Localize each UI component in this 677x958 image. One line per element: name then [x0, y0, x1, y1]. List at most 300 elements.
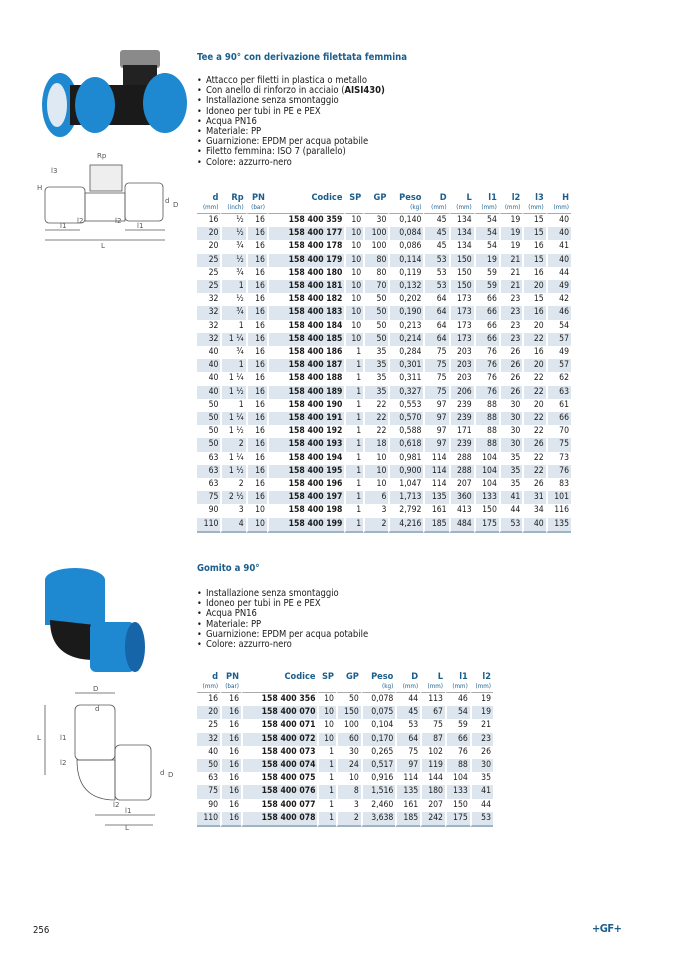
column-unit: (mm) — [427, 683, 443, 690]
table-cell: 6 — [363, 491, 388, 504]
table-cell: 173 — [449, 320, 474, 333]
table-row — [197, 518, 571, 533]
table-cell: 20 — [197, 227, 220, 240]
column-header: Peso — [371, 671, 394, 682]
column-header: GP — [373, 192, 387, 203]
table-cell: 1,516 — [361, 785, 396, 798]
table-row — [197, 280, 571, 293]
table-cell: 15 — [522, 227, 545, 240]
column-header: H — [562, 192, 569, 203]
table-cell: 80 — [363, 267, 388, 280]
table-cell: 114 — [423, 465, 448, 478]
table-cell: 76 — [474, 386, 499, 399]
svg-text:d: d — [160, 769, 165, 777]
table-cell: 360 — [449, 491, 474, 504]
column-header: Rp — [231, 192, 244, 203]
table-cell: 83 — [546, 478, 571, 491]
table-cell: 1,047 — [388, 478, 423, 491]
table-cell: 20 — [522, 359, 545, 372]
table-cell: 16 — [246, 240, 267, 253]
table-cell: 54 — [474, 240, 499, 253]
table-cell: 413 — [449, 504, 474, 517]
table-cell: 19 — [470, 692, 493, 706]
table-cell: 16 — [220, 772, 241, 785]
table-cell: 2,460 — [361, 799, 396, 812]
table-cell: 2,792 — [388, 504, 423, 517]
article-code: 158 400 076 — [241, 785, 317, 798]
table-cell: 102 — [420, 746, 445, 759]
column-header: d — [212, 192, 219, 203]
table-cell: 44 — [395, 692, 420, 706]
table-cell: 19 — [499, 213, 522, 227]
table-cell: 0,981 — [388, 452, 423, 465]
table-cell: 0,119 — [388, 267, 423, 280]
table-cell: 114 — [395, 772, 420, 785]
table-cell: 104 — [474, 478, 499, 491]
table-cell: 16 — [246, 465, 267, 478]
table-cell: 0,570 — [388, 412, 423, 425]
table-cell: 150 — [474, 504, 499, 517]
table-cell: 26 — [499, 372, 522, 385]
table-cell: 15 — [522, 293, 545, 306]
table-row — [197, 465, 571, 478]
table-cell: 1 — [344, 491, 363, 504]
table-cell: 134 — [449, 227, 474, 240]
table-cell: 1 ½ — [220, 386, 245, 399]
table-cell: 10 — [246, 518, 267, 533]
article-code: 158 400 196 — [267, 478, 345, 491]
table-cell: 16 — [522, 346, 545, 359]
table-cell: 0,104 — [361, 719, 396, 732]
table-cell: 1 — [317, 799, 336, 812]
column-unit: (mm) — [402, 683, 419, 690]
article-code: 158 400 190 — [267, 399, 345, 412]
table-cell: 1 — [344, 452, 363, 465]
table-cell: 54 — [474, 213, 499, 227]
svg-text:H: H — [37, 184, 43, 192]
article-code: 158 400 198 — [267, 504, 345, 517]
table-cell: 59 — [474, 280, 499, 293]
table-cell: 1 ½ — [220, 425, 245, 438]
table-cell: 41 — [499, 491, 522, 504]
table-cell: 1 ¼ — [220, 372, 245, 385]
table-cell: 76 — [474, 372, 499, 385]
table-cell: 110 — [197, 518, 220, 533]
column-unit: (mm) — [528, 204, 544, 211]
table-cell: 66 — [546, 412, 571, 425]
table-cell: 63 — [197, 465, 220, 478]
table-cell: 30 — [470, 759, 493, 772]
table-cell: 150 — [449, 267, 474, 280]
table-cell: 10 — [317, 733, 336, 746]
article-code: 158 400 185 — [267, 333, 345, 346]
table-cell: ¾ — [220, 240, 245, 253]
table-cell: 40 — [522, 518, 545, 533]
table-cell: 40 — [208, 746, 219, 757]
table-cell: 54 — [546, 320, 571, 333]
table-cell: 53 — [470, 812, 493, 827]
column-unit: (mm) — [456, 204, 472, 211]
feature-text-bold: AISI430) — [344, 85, 385, 97]
table-cell: 30 — [499, 399, 522, 412]
table-row — [197, 267, 571, 280]
article-code: 158 400 187 — [267, 359, 345, 372]
table-cell: 75 — [423, 372, 448, 385]
table-cell: 22 — [522, 465, 545, 478]
table-cell: 50 — [363, 333, 388, 346]
feature-text: Con anello di rinforzo in acciaio ( — [206, 85, 345, 97]
table-row — [197, 785, 493, 798]
table-row — [197, 412, 571, 425]
table-cell: 34 — [522, 504, 545, 517]
table-cell: 2 — [220, 438, 245, 451]
table-cell: 1 ¼ — [220, 452, 245, 465]
table-cell: 88 — [474, 399, 499, 412]
table-cell: 35 — [499, 452, 522, 465]
table-cell: 50 — [363, 306, 388, 319]
table-cell: 16 — [522, 306, 545, 319]
table-cell: 49 — [546, 280, 571, 293]
table-cell: 2 — [220, 478, 245, 491]
table-cell: 19 — [499, 240, 522, 253]
table-row — [197, 293, 571, 306]
table-cell: 53 — [423, 267, 448, 280]
table-row — [197, 706, 493, 719]
table-cell: 63 — [208, 773, 219, 784]
table-cell: 88 — [474, 438, 499, 451]
table-row — [197, 478, 571, 491]
column-unit — [344, 203, 363, 213]
table-cell: 10 — [344, 213, 363, 227]
table-cell: 75 — [423, 359, 448, 372]
table-cell: 0,265 — [361, 746, 396, 759]
table-cell: 22 — [522, 333, 545, 346]
table-cell: 73 — [546, 452, 571, 465]
table-cell: 0,327 — [388, 386, 423, 399]
table-cell: 40 — [197, 359, 220, 372]
table-cell: 75 — [395, 746, 420, 759]
table-cell: 16 — [246, 346, 267, 359]
svg-text:l2: l2 — [60, 759, 67, 767]
table-cell: ¾ — [220, 267, 245, 280]
table-row — [197, 372, 571, 385]
table-cell: 1 — [344, 504, 363, 517]
table-cell: 10 — [317, 719, 336, 732]
svg-text:l3: l3 — [51, 167, 58, 175]
table-cell: 185 — [395, 812, 420, 827]
table-cell: 23 — [499, 320, 522, 333]
table-cell: 10 — [246, 504, 267, 517]
svg-text:d: d — [95, 705, 100, 713]
table-cell: 70 — [546, 425, 571, 438]
svg-text:D: D — [173, 201, 179, 209]
column-unit: (mm) — [553, 204, 569, 211]
article-code: 158 400 189 — [267, 386, 345, 399]
table-cell: 32 — [208, 320, 219, 331]
column-unit: (kg) — [410, 204, 422, 211]
article-code: 158 400 183 — [267, 306, 345, 319]
column-unit: (mm) — [202, 204, 219, 211]
table-cell: 0,284 — [388, 346, 423, 359]
table-cell: 46 — [546, 306, 571, 319]
table-row — [197, 227, 571, 240]
table-cell: 23 — [499, 306, 522, 319]
table-cell: 16 — [220, 785, 241, 798]
table-cell: 10 — [344, 267, 363, 280]
table-row — [197, 399, 571, 412]
table-cell: 44 — [546, 267, 571, 280]
table-cell: 26 — [499, 359, 522, 372]
table-row — [197, 438, 571, 451]
table-cell: 10 — [344, 293, 363, 306]
table-cell: 53 — [395, 719, 420, 732]
table-cell: 16 — [246, 280, 267, 293]
table-cell: 10 — [344, 240, 363, 253]
table-cell: 207 — [420, 799, 445, 812]
table-cell: 57 — [546, 359, 571, 372]
table-cell: 3 — [220, 504, 245, 517]
table-row — [197, 333, 571, 346]
column-unit — [336, 682, 361, 692]
table-cell: 46 — [445, 692, 470, 706]
table-cell: 75 — [423, 346, 448, 359]
table-cell: 66 — [445, 733, 470, 746]
table-cell: 64 — [423, 320, 448, 333]
table-cell: 206 — [449, 386, 474, 399]
table-cell: 16 — [246, 452, 267, 465]
feature-item — [197, 158, 385, 168]
table-cell: 53 — [499, 518, 522, 533]
article-code: 158 400 359 — [267, 213, 345, 227]
table-cell: 53 — [423, 280, 448, 293]
table-cell: 0,213 — [388, 320, 423, 333]
table-row — [197, 213, 571, 227]
table-cell: 203 — [449, 346, 474, 359]
table-cell: 0,214 — [388, 333, 423, 346]
table-cell: 10 — [344, 227, 363, 240]
svg-text:l2: l2 — [115, 217, 122, 225]
table-cell: 20 — [197, 706, 220, 719]
table-cell: 173 — [449, 306, 474, 319]
table-cell: 2 — [363, 518, 388, 533]
table-cell: 32 — [208, 294, 219, 305]
table-cell: 59 — [474, 267, 499, 280]
column-unit: (mm) — [475, 683, 491, 690]
table-cell: 16 — [246, 333, 267, 346]
table-cell: 54 — [474, 227, 499, 240]
column-unit: (bar) — [251, 204, 265, 211]
table-cell: 26 — [499, 346, 522, 359]
feature-text: Colore: azzurro-nero — [206, 639, 292, 651]
table-cell: 53 — [423, 254, 448, 267]
article-code: 158 400 178 — [267, 240, 345, 253]
table-cell: 15 — [522, 254, 545, 267]
article-code: 158 400 184 — [267, 320, 345, 333]
table-cell: 0,132 — [388, 280, 423, 293]
table-cell: 16 — [220, 706, 241, 719]
table-row — [197, 306, 571, 319]
table-cell: 0,170 — [361, 733, 396, 746]
table-row — [197, 320, 571, 333]
article-code: 158 400 177 — [267, 227, 345, 240]
svg-text:l1: l1 — [60, 734, 67, 742]
table-cell: 90 — [208, 799, 219, 810]
feature-text: Installazione senza smontaggio — [206, 588, 339, 599]
table-cell: 40 — [208, 373, 219, 384]
table-cell: 50 — [208, 426, 219, 437]
column-header: SP — [321, 671, 334, 682]
svg-text:L: L — [37, 734, 41, 742]
table-cell: 50 — [197, 412, 220, 425]
table-cell: 133 — [445, 785, 470, 798]
table-cell: 67 — [420, 706, 445, 719]
feature-text: Installazione senza smontaggio — [206, 95, 339, 107]
table-cell: 0,311 — [388, 372, 423, 385]
table-cell: 0,517 — [361, 759, 396, 772]
table-cell: 0,202 — [388, 293, 423, 306]
table-cell: 97 — [423, 399, 448, 412]
table-cell: 1 — [220, 280, 245, 293]
table-cell: 88 — [474, 412, 499, 425]
article-code: 158 400 188 — [267, 372, 345, 385]
table-cell: 32 — [197, 333, 220, 346]
table-cell: 133 — [474, 491, 499, 504]
article-code: 158 400 070 — [241, 706, 317, 719]
table-cell: 63 — [546, 386, 571, 399]
table-cell: 16 — [220, 759, 241, 772]
table-cell: 42 — [546, 293, 571, 306]
table-cell: 57 — [546, 333, 571, 346]
table-cell: 16 — [197, 692, 220, 706]
table-cell: 75 — [197, 785, 220, 798]
feature-text: Materiale: PP — [206, 618, 262, 630]
table-cell: 16 — [246, 306, 267, 319]
feature-text: Filetto femmina: ISO 7 (parallelo) — [206, 146, 346, 158]
table-cell: 16 — [522, 240, 545, 253]
table-cell: 150 — [449, 280, 474, 293]
elbow-spec-table — [197, 671, 493, 827]
table-cell: ½ — [220, 213, 245, 227]
table-cell: 203 — [449, 372, 474, 385]
table-cell: 19 — [470, 706, 493, 719]
table-cell: 4,216 — [388, 518, 423, 533]
table-cell: 1 — [317, 812, 336, 827]
table-row — [197, 759, 493, 772]
table-cell: 25 — [208, 720, 219, 731]
column-unit: (mm) — [202, 683, 219, 690]
column-header: GP — [345, 671, 359, 682]
article-code: 158 400 180 — [267, 267, 345, 280]
table-row — [197, 692, 493, 706]
table-cell: 22 — [522, 372, 545, 385]
column-header: l2 — [511, 192, 521, 203]
table-cell: 16 — [246, 412, 267, 425]
table-row — [197, 491, 571, 504]
table-cell: 66 — [474, 293, 499, 306]
table-cell: 64 — [395, 733, 420, 746]
table-cell: 288 — [449, 452, 474, 465]
table-cell: 1 — [344, 478, 363, 491]
column-unit: (inch) — [227, 204, 244, 211]
table-cell: 0,301 — [388, 359, 423, 372]
table-cell: 0,900 — [388, 465, 423, 478]
table-cell: 8 — [336, 785, 361, 798]
feature-text: Acqua PN16 — [206, 608, 257, 620]
article-code: 158 400 179 — [267, 254, 345, 267]
column-unit: (mm) — [452, 683, 468, 690]
table-cell: 100 — [363, 240, 388, 253]
table-cell: 35 — [363, 359, 388, 372]
table-cell: 66 — [474, 306, 499, 319]
table-cell: 288 — [449, 465, 474, 478]
table-cell: 64 — [423, 306, 448, 319]
table-cell: 10 — [336, 772, 361, 785]
table-row — [197, 772, 493, 785]
table-cell: 16 — [246, 267, 267, 280]
column-unit — [267, 203, 345, 213]
table-cell: 25 — [197, 280, 220, 293]
column-unit: (kg) — [382, 683, 394, 690]
table-cell: 40 — [546, 227, 571, 240]
table-cell: 60 — [336, 733, 361, 746]
table-cell: 1 ½ — [220, 465, 245, 478]
table-cell: 1 — [344, 399, 363, 412]
svg-text:L: L — [101, 242, 105, 250]
table-cell: 16 — [246, 227, 267, 240]
table-cell: 15 — [522, 213, 545, 227]
table-cell: 63 — [208, 479, 219, 490]
column-header: L — [466, 192, 472, 203]
column-header: l3 — [535, 192, 544, 203]
table-row — [197, 719, 493, 732]
table-cell: 3 — [363, 504, 388, 517]
table-cell: 66 — [474, 320, 499, 333]
table-cell: 24 — [336, 759, 361, 772]
feature-list-tee — [197, 76, 385, 168]
column-unit: (mm) — [504, 204, 521, 211]
svg-text:l2: l2 — [77, 217, 84, 225]
table-cell: ½ — [220, 227, 245, 240]
table-cell: 35 — [363, 372, 388, 385]
table-cell: 40 — [546, 254, 571, 267]
table-cell: 1 — [344, 346, 363, 359]
table-cell: 62 — [546, 372, 571, 385]
table-cell: 0,086 — [388, 240, 423, 253]
table-cell: 150 — [449, 254, 474, 267]
table-row — [197, 346, 571, 359]
table-cell: 88 — [445, 759, 470, 772]
svg-text:l1: l1 — [60, 222, 67, 230]
table-cell: 116 — [546, 504, 571, 517]
table-cell: 1 — [317, 785, 336, 798]
table-cell: 22 — [522, 452, 545, 465]
table-cell: 1 — [220, 359, 245, 372]
column-unit — [363, 203, 388, 213]
column-header: l1 — [488, 192, 497, 203]
table-cell: ½ — [220, 254, 245, 267]
table-cell: 32 — [197, 733, 220, 746]
article-code: 158 400 181 — [267, 280, 345, 293]
table-row — [197, 240, 571, 253]
article-code: 158 400 077 — [241, 799, 317, 812]
table-cell: 23 — [470, 733, 493, 746]
table-cell: 35 — [499, 465, 522, 478]
table-cell: 16 — [220, 733, 241, 746]
table-cell: 35 — [363, 346, 388, 359]
table-cell: 16 — [246, 359, 267, 372]
table-cell: 19 — [474, 254, 499, 267]
gf-logo: +GF+ — [592, 922, 622, 935]
